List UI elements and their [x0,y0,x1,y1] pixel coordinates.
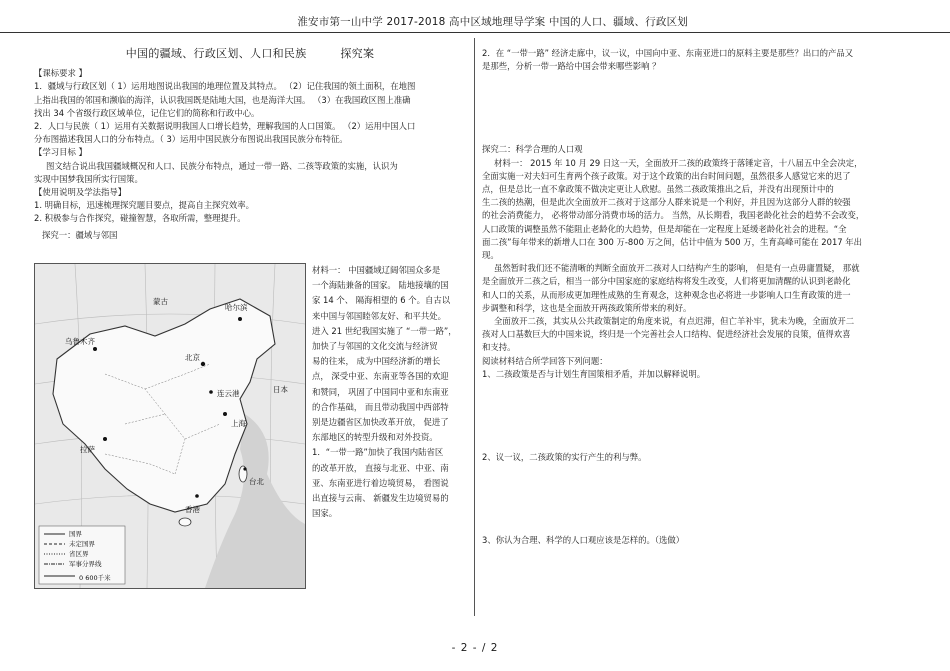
title-main: 中国的疆域、行政区划、人口和民族 [125,47,307,60]
material-two-line: 的社会消费能力， 必将带动部分消费市场的活力。 当然，从长期看，我国老龄化社会的趋势不会改变， [482,210,865,221]
kebiao-line: 上指出我国的邻国和濒临的海洋，认识我国既是陆地大国，也是海洋大国。 （3）在我国政区图上准确 [34,94,411,105]
column-divider [474,38,475,616]
material-two-text [482,157,902,355]
china-map-graphic [35,264,305,588]
kebiao-line: 2．人口与民族（ 1）运用有关数据说明我国人口增长趋势，理解我国的人口国策。 （2）运用中国人口 [34,121,416,132]
material-two-line: 孩对人口基数巨大的中国来说，终归是一个完善社会人口结构、促进经济社会发展的良策，值得欢喜 [482,329,851,340]
material-line: 和赞同， 巩固了中国同中亚和东南亚 [312,386,449,397]
question-2-line: 2．在 “一带一路” 经济走廊中，议一议，中国向中亚、东南亚进口的原料主要是那些？出口的产品又 [482,48,854,58]
material-two-line: 人口政策的调整虽然不能阻止老龄化的大趋势，但是却能在一定程度上延缓老龄化社会的进程。“全 [482,223,847,234]
map-legend-item: 国界 [69,530,82,538]
kebiao-line: 1．疆域与行政区划（ 1）运用地图说出我国的地理位置及其特点。 （2）记住我国的领土面积，在地图 [34,81,416,92]
material-two-line: 是全面放开二孩之后，相当一部分中国家庭的家庭结构将发生改变，人们将更加清醒的认识到老龄化 [482,276,851,287]
map-legend-item: 未定国界 [69,540,95,548]
map-label: 北京 [185,353,200,362]
question-r1: 1、二孩政策是否与计划生育国策相矛盾，并加以解释说明。 [482,368,706,379]
kebiao-line: 分布图描述我国人口的分布特点。（ 3）运用中国民族分布图说出我国民族分布特征。 [34,134,348,145]
material-two-line: 现。 [482,250,499,261]
map-legend-item: 省区界 [69,550,89,558]
mubiao-line: 图文结合说出我国疆域概况和人口、民族分布特点，通过一带一路、二孩等政策的实施，认识为 [46,160,398,171]
question-2-line: 是那些，分析一带一路给中国会带来哪些影响 ？ [482,61,661,72]
shuoming-heading: 【使用说明及学法指导】 [34,187,127,198]
material-line: 出直接与云南、 新疆发生边境贸易的 [312,493,449,504]
kebiao-line: 找出 34 个省级行政区域单位，记住它们的简称和行政中心。 [34,107,260,118]
tanjiu1-heading: 探究一：疆域与邻国 [42,229,118,240]
material-line: 东部地区的转型升级和对外投资。 [312,432,438,443]
material-two-line: 点，但是总比一直不拿政策不做决定更让人欣慰。虽然二孩政策推出之后，并没有出现预计中的 [482,184,834,195]
kebiao-heading: 【课标要求 】 [34,68,87,79]
material-two-line: 步调整和科学，这也是全面放开两孩政策所带来的利好。 [482,302,692,313]
header-text: 淮安市第一山中学 2017-2018 高中区域地理导学案 中国的人口、疆域、行政区划 [297,16,688,28]
shuoming-line: 1. 明确目标，迅速梳理探究题目要点，提高自主探究效率。 [34,200,255,211]
material-line: 家 14 个、 隔海相望的 6 个。自古以 [312,295,451,306]
material-two-line: 面二孩”每年带来的新增人口在 300 万-800 万之间，估计中值为 500 万，生育高峰可能在 2017 年出 [482,236,863,247]
title-suffix: 探究案 [340,47,375,60]
map-label: 台北 [249,477,264,486]
question-2 [482,47,902,73]
map-legend-item: 0 600千米 [79,574,111,582]
mubiao-heading: 【学习目标 】 [34,147,87,158]
material-two-line: 虽然暂时我们还不能清晰的判断全面放开二孩对人口结构产生的影响， 但是有一点毋庸置疑， 那就 [494,263,860,274]
china-map [34,263,306,589]
material-two-line: 生二孩的热潮，但是此次全面放开二孩对于这部分人群来说是一个利好，并且因为这部分人群的较强 [482,197,851,208]
mubiao-body [34,160,466,186]
shuoming-body [34,199,466,225]
material-line: 的合作基础， 而且带动我国中西部特 [312,401,449,412]
material-line: 加快了与邻国的文化交流与经济贸 [312,341,438,352]
material-line: 亚、东南亚进行着边境贸易， 看图说 [312,477,449,488]
material-two-line: 和人口的关系，从而形成更加理性成熟的生育观念，这种观念也必将进一步影响人口生育政策的进一 [482,289,851,300]
tanjiu2-heading: 探究二：科学合理的人口观 [482,144,583,155]
page-header [0,12,950,33]
material-line: 易的往来， 成为中国经济新的增长 [312,356,441,367]
question-r3: 3、你认为合理、科学的人口观应该是怎样的。（选做） [482,535,685,546]
material-line: 一个海陆兼备的国家。 陆地接壤的国 [312,280,449,291]
material-line: 别是边疆省区加快改革开放， 促进了 [312,417,449,428]
material-line: 1．“一带一路”加快了我国内陆省区 [312,447,444,458]
material-two-line: 和支持。 [482,342,516,353]
kebiao-body [34,80,466,146]
document-title [34,47,466,60]
map-label: 日本 [273,385,288,394]
material-line: 来中国与邻国睦邻友好、和平共处。 [312,310,446,321]
read-prompt: 阅读材料结合所学回答下列问题： [482,355,608,366]
map-label: 蒙古 [153,297,168,306]
mubiao-line: 实现中国梦我国所实行国策。 [34,173,143,184]
answer-space [482,464,902,534]
map-label: 拉萨 [80,445,95,454]
page-footer: - 2 - / 2 [451,642,499,654]
material-two-line: 全面放开二孩，其实从公共政策制定的角度来说，有点迟滞，但亡羊补牢，犹未为晚，全面放开二 [494,316,855,327]
map-label: 连云港 [217,389,240,398]
question-r2: 2、议一议，二孩政策的实行产生的利与弊。 [482,452,647,463]
map-legend-item: 军事分界线 [69,560,102,568]
material-line: 进入 21 世纪我国实施了 “一带一路”， [312,325,457,336]
map-label: 乌鲁木齐 [65,337,95,346]
material-line: 材料一： 中国疆域辽阔邻国众多是 [312,265,441,275]
material-line: 国家。 [312,508,338,519]
map-label: 香港 [185,505,200,514]
material-line: 的改革开放， 直接与北亚、中亚、南 [312,462,449,473]
answer-space [482,381,902,451]
shuoming-line: 2. 积极参与合作探究，碰撞智慧，各取所需，整理提升。 [34,213,246,224]
answer-space [482,73,902,143]
material-two-line: 材料一： 2015 年 10 月 29 日这一天，全面放开二孩的政策终于落锤定音，十八届五中全会决定， [494,157,863,168]
material-one-text [312,263,472,521]
right-column [482,47,902,547]
map-label: 哈尔滨 [225,303,248,312]
map-label: 上海 [231,419,246,428]
material-line: 点， 深受中亚、东南亚等各国的欢迎 [312,371,449,382]
left-column [34,47,466,582]
material-two-line: 全面实施一对夫妇可生育两个孩子政策。对于这个政策的出台时间问题，虽然很多人感觉它来的迟了 [482,170,851,181]
